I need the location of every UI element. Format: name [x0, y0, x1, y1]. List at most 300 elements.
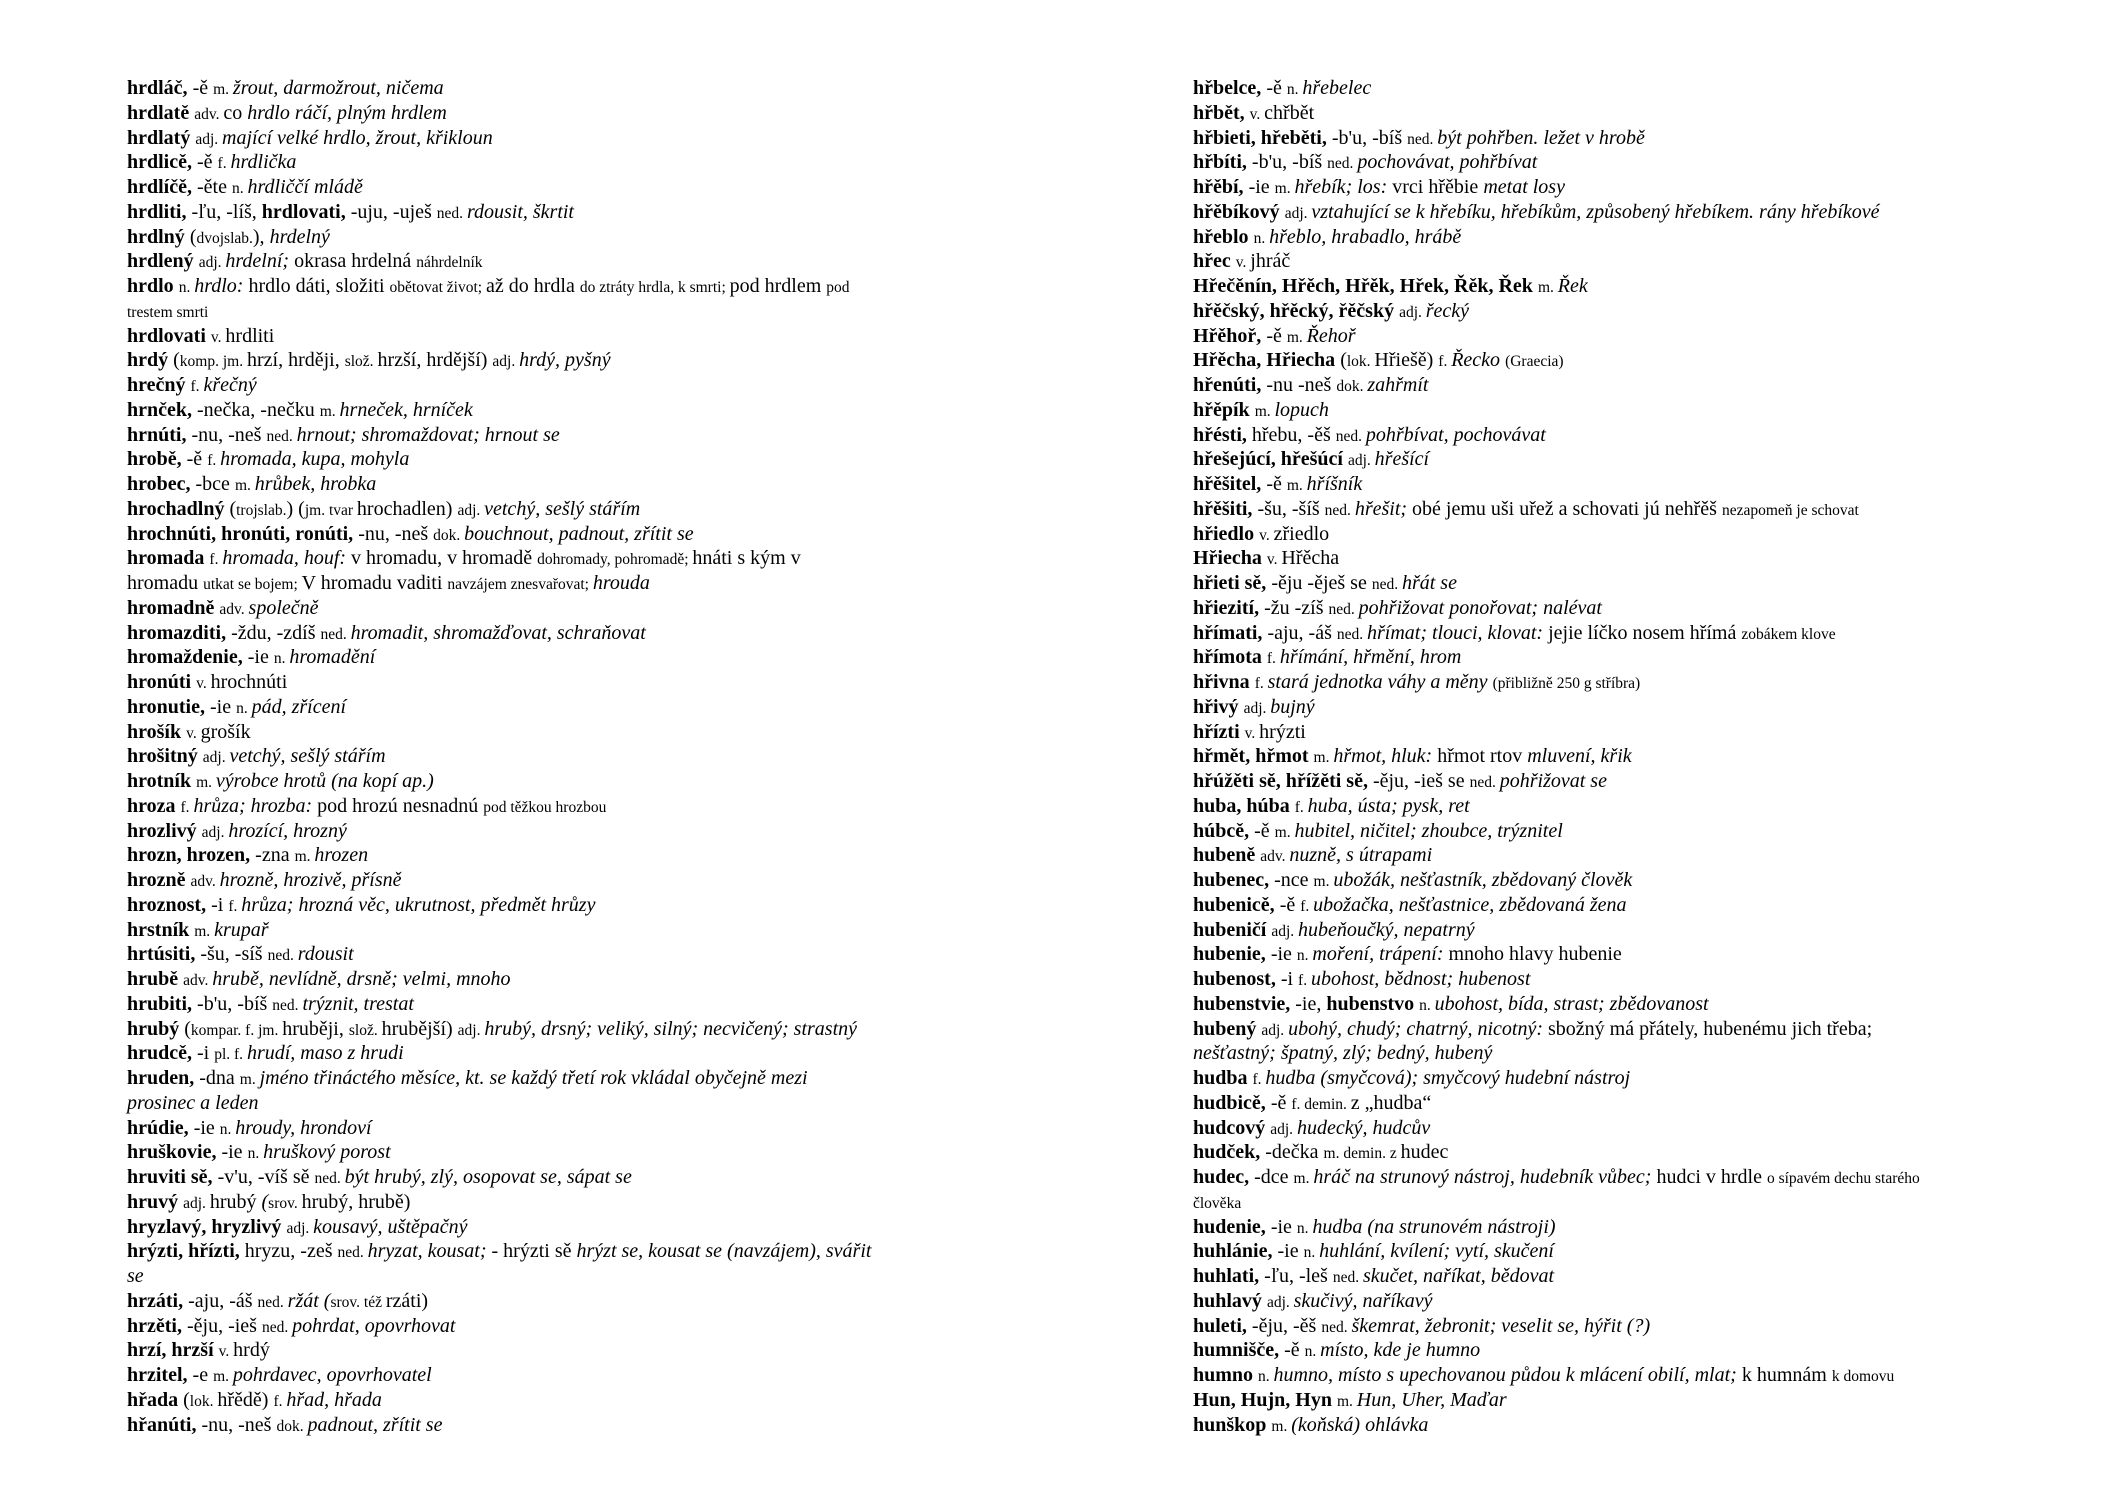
entry-text: hrzí, hrději,	[246, 349, 345, 372]
headword: hudbicě,	[1193, 1091, 1271, 1114]
headword: hrdláč,	[127, 77, 193, 99]
entry-text: rzáti)	[385, 1289, 429, 1312]
headword: hromada	[127, 547, 210, 570]
entry-text: sbožný má přátely, hubenému jich třeba;	[1547, 1017, 1873, 1040]
entry-text: hudec	[1400, 1141, 1449, 1164]
headword: hrochnúti, hronúti, ronúti,	[127, 522, 359, 545]
entry-text: V hromadu vaditi	[301, 572, 448, 594]
entry-text: -zna	[255, 844, 295, 867]
dictionary-line	[127, 1091, 1027, 1116]
dictionary-line	[1193, 571, 2093, 596]
meaning-text: hubeňoučký, nepatrný	[1298, 918, 1475, 941]
grammar-note: ned.	[1335, 427, 1366, 445]
grammar-note: f.	[1254, 675, 1268, 692]
headword: hřěčský, hřěcký, řěčský	[1193, 299, 1400, 322]
dictionary-line	[127, 299, 1027, 324]
entry-text: -ěju, -ěš	[1251, 1314, 1322, 1337]
meaning-text: hubitel, ničitel; zhoubce, trýznitel	[1294, 819, 1563, 842]
grammar-note: m.	[239, 1071, 260, 1088]
entry-text: -ěju, -ieš se	[1372, 770, 1470, 792]
entry-text: -ie	[1248, 176, 1275, 198]
grammar-note: ned.	[266, 427, 297, 445]
meaning-text: hrozen	[314, 844, 369, 867]
grammar-note: pod těžkou hrozbou	[483, 798, 607, 816]
headword: hrošitný	[127, 745, 203, 768]
meaning-text: (	[261, 1190, 269, 1213]
meaning-text: nešťastný; špatný, zlý; bedný, hubený	[1193, 1042, 1493, 1065]
entry-text: -ě	[1266, 77, 1287, 99]
grammar-note: m.	[1274, 180, 1295, 197]
meaning-text: hrnout; shromaždovat; hrnout se	[296, 423, 560, 446]
headword: hrochadlný	[127, 497, 230, 520]
meaning-text: mající velké hrdlo, žrout, křikloun	[222, 126, 493, 149]
dictionary-line	[127, 497, 1027, 522]
entry-text: -ie	[209, 695, 237, 718]
headword: hruden,	[127, 1067, 200, 1089]
dictionary-line	[127, 373, 1027, 398]
grammar-note: pl. f.	[214, 1046, 247, 1064]
grammar-note: ned.	[1469, 774, 1500, 791]
entry-text: hrochadlen)	[356, 497, 458, 520]
dictionary-line	[127, 423, 1027, 448]
grammar-note: trestem smrti	[127, 303, 209, 321]
headword: hromadně	[127, 596, 220, 619]
meaning-text: stará jednotka váhy a měny	[1267, 671, 1493, 693]
headword: hromazditi,	[127, 621, 232, 644]
entry-text: -b'u, -bíš	[1251, 151, 1328, 174]
grammar-note: slož.	[344, 353, 378, 371]
entry-text: hudci v hrdle	[1656, 1166, 1767, 1188]
headword: hrošík	[127, 720, 187, 743]
headword: hřěšiti,	[1193, 497, 1258, 520]
dictionary-line	[127, 1289, 1027, 1314]
headword: hřmět, hřmot	[1193, 745, 1314, 768]
dictionary-line	[127, 447, 1027, 472]
dictionary-line	[127, 1041, 1027, 1066]
entry-text: grošík	[200, 720, 251, 743]
headword: hronúti	[127, 671, 197, 693]
meaning-text: mluvení, křik	[1527, 745, 1632, 768]
grammar-note: m.	[213, 1368, 233, 1385]
headword: hrnúti,	[127, 423, 192, 446]
headword: hrubý	[127, 1017, 185, 1040]
grammar-note: adj.	[457, 501, 485, 519]
grammar-note: m.	[294, 848, 315, 866]
meaning-text: pohřbívat, pochovávat	[1365, 423, 1546, 446]
meaning-text: hudba (na strunovém nástroji)	[1312, 1215, 1556, 1238]
meaning-text: hroudy, hrondoví	[235, 1116, 372, 1139]
dictionary-line	[1193, 1165, 2093, 1190]
dictionary-line	[1193, 918, 2093, 943]
entry-text: (	[184, 1017, 191, 1040]
grammar-note: ned.	[257, 1293, 288, 1311]
dictionary-line	[1193, 249, 2093, 274]
entry-text: -ě	[186, 448, 208, 471]
grammar-note: m.	[1313, 749, 1334, 767]
dictionary-line	[1193, 1264, 2093, 1289]
grammar-note: m.	[319, 402, 340, 420]
entry-text: -b'u, -bíš	[1331, 126, 1408, 149]
entry-text: -ie	[1270, 1215, 1297, 1238]
meaning-text: výrobce hrotů (na kopí ap.)	[215, 770, 434, 792]
headword: hroznost,	[127, 893, 212, 916]
grammar-note: n.	[1253, 229, 1270, 247]
meaning-text: pohrdat, opovrhovat	[292, 1314, 456, 1337]
headword: hřbieti, hřeběti,	[1193, 126, 1332, 149]
headword: hřieti sě,	[1193, 572, 1272, 594]
grammar-note: dvojslab.	[196, 229, 253, 247]
meaning-text: hrdelný	[269, 225, 330, 248]
dictionary-line	[1193, 348, 2093, 373]
grammar-note: adj.	[1243, 699, 1271, 717]
dictionary-line	[1193, 472, 2093, 497]
dictionary-line	[127, 1017, 1027, 1042]
grammar-note: f.	[273, 1392, 287, 1410]
grammar-note: n.	[178, 279, 195, 296]
dictionary-line	[1193, 423, 2093, 448]
meaning-text: hřát se	[1401, 572, 1457, 594]
dictionary-line	[1193, 522, 2093, 547]
headword: hřímota	[1193, 646, 1267, 669]
dictionary-line	[127, 274, 1027, 299]
dictionary-line	[1193, 126, 2093, 151]
dictionary-line	[127, 1363, 1027, 1388]
grammar-note: n.	[1296, 1219, 1313, 1237]
grammar-note: f.	[1266, 650, 1280, 668]
grammar-note: ned.	[337, 1244, 368, 1262]
dictionary-line	[1193, 794, 2093, 819]
grammar-note: srov. též	[330, 1293, 386, 1311]
dictionary-line	[127, 1215, 1027, 1240]
dictionary-line	[127, 546, 1027, 571]
entry-text: -šu, -síš	[200, 943, 268, 966]
entry-text: obé jemu uši uřež a schovati jú nehřěš	[1412, 497, 1722, 520]
meaning-text: hrdý, pyšný	[519, 349, 611, 372]
headword: hrzáti,	[127, 1289, 189, 1312]
grammar-note: m.	[1271, 1417, 1292, 1435]
grammar-note: ned.	[1324, 501, 1355, 519]
entry-text: -ie,	[1295, 992, 1327, 1015]
meaning-text: nuzně, s útrapami	[1289, 844, 1433, 867]
grammar-note: adv.	[194, 105, 224, 123]
dictionary-line	[127, 967, 1027, 992]
meaning-text: hrdlička	[230, 151, 297, 174]
entry-text: -dečka	[1265, 1141, 1324, 1164]
entry-text: hrubější)	[381, 1017, 458, 1040]
grammar-note: ned.	[1327, 155, 1358, 173]
grammar-note: m.	[1293, 1170, 1314, 1187]
entry-text: až do hrdla	[485, 275, 580, 297]
entry-text: -dce	[1254, 1166, 1294, 1188]
headword: hrdlatě	[127, 101, 195, 124]
dictionary-line	[127, 472, 1027, 497]
entry-text: -aju, -áš	[1267, 621, 1337, 644]
grammar-note: ned.	[436, 204, 467, 222]
dictionary-line	[127, 1116, 1027, 1141]
grammar-note: v.	[210, 328, 226, 346]
entry-text: -dna	[199, 1067, 240, 1089]
headword: hryzlavý, hryzlivý	[127, 1215, 287, 1238]
dictionary-line	[1193, 76, 2093, 101]
meaning-text: hrubý, drsný; veliký, silný; necvičený; strastný	[484, 1017, 857, 1040]
entry-text: -ě	[192, 77, 214, 99]
meaning-text: společně	[248, 596, 319, 619]
grammar-note: f.	[207, 452, 221, 470]
meaning-text: hrdliččí mládě	[247, 176, 363, 198]
entry-text: okrasa hrdelná	[294, 250, 417, 273]
entry-text: jhráč	[1250, 250, 1291, 273]
meaning-text: hrůza; hrozná věc, ukrutnost, předmět hrůzy	[241, 893, 596, 916]
grammar-note: v.	[1259, 526, 1274, 544]
headword: hubeničí	[1193, 918, 1272, 941]
headword: huhlavý	[1193, 1289, 1267, 1312]
dictionary-line	[127, 225, 1027, 250]
headword: hrdlovati,	[261, 200, 351, 223]
dictionary-line	[127, 794, 1027, 819]
dictionary-line	[1193, 621, 2093, 646]
meaning-text: hřeblo, hrabadlo, hrábě	[1269, 225, 1462, 248]
entry-text: chřbět	[1264, 101, 1315, 124]
headword: hrzitel,	[127, 1364, 193, 1386]
dictionary-line	[127, 893, 1027, 918]
headword: hřešejúcí, hřešúcí	[1193, 448, 1348, 471]
entry-text: -ěte	[197, 176, 232, 198]
grammar-note: ned.	[314, 1170, 345, 1187]
dictionary-line	[1193, 843, 2093, 868]
meaning-text: skučivý, naříkavý	[1293, 1289, 1433, 1312]
entry-text: zřiedlo	[1273, 522, 1330, 545]
grammar-note: n.	[219, 1120, 236, 1138]
meaning-text: hrýzt se, kousat se (navzájem), svářit	[576, 1240, 872, 1263]
entry-text: -i	[211, 893, 229, 916]
meaning-text: hrneček, hrníček	[339, 398, 473, 421]
headword: hromaždenie,	[127, 646, 248, 669]
headword: hrozně	[127, 869, 191, 891]
entry-text: hrubý, hrubě)	[301, 1190, 411, 1213]
meaning-text: křečný	[203, 374, 257, 396]
entry-text: -nu, -neš	[201, 1413, 277, 1436]
meaning-text: hrůza; hrozba:	[193, 794, 318, 817]
entry-text: -bce	[195, 473, 235, 495]
entry-text: -ě	[1266, 473, 1287, 495]
dictionary-line	[1193, 1388, 2093, 1413]
dictionary-line	[127, 1338, 1027, 1363]
grammar-note: (přibližně 250 g stříbra)	[1492, 675, 1641, 692]
headword: hruškovie,	[127, 1141, 222, 1164]
dictionary-line	[1193, 398, 2093, 423]
dictionary-line	[1193, 819, 2093, 844]
dictionary-line	[1193, 670, 2093, 695]
meaning-text: hřímat; tlouci, klovat:	[1367, 621, 1549, 644]
entry-text: -ě	[1254, 819, 1275, 842]
meaning-text: hromadit, shromažďovat, schraňovat	[350, 621, 646, 644]
dictionary-line	[127, 1066, 1027, 1091]
dictionary-line	[1193, 695, 2093, 720]
dictionary-line	[1193, 1413, 2093, 1438]
entry-text: -e	[192, 1364, 214, 1386]
grammar-note: dok.	[1336, 378, 1368, 395]
headword: hřiezití,	[1193, 596, 1265, 619]
grammar-note: zobákem klove	[1741, 625, 1836, 643]
entry-text: -ě	[1270, 1091, 1292, 1114]
dictionary-line	[127, 1165, 1027, 1190]
entry-text: -ě	[197, 151, 218, 174]
grammar-note: dok.	[276, 1417, 308, 1435]
grammar-note: f.	[1300, 897, 1314, 915]
grammar-note: m.	[1286, 328, 1307, 346]
entry-text: v hromadu, v hromadě	[351, 547, 538, 570]
headword: hrdý	[127, 349, 174, 372]
dictionary-line	[1193, 1363, 2093, 1388]
grammar-note: f.	[1298, 972, 1311, 989]
grammar-note: f.	[1438, 353, 1452, 371]
headword: Hun, Hujn, Hyn	[1193, 1388, 1337, 1411]
grammar-note: adj.	[1284, 204, 1312, 222]
entry-text: -ždu, -zdíš	[231, 621, 321, 644]
grammar-note: komp. jm.	[179, 353, 247, 371]
headword: hubenicě,	[1193, 893, 1280, 916]
entry-text: hromadu	[127, 572, 204, 594]
entry-text: (	[189, 225, 197, 248]
meaning-text: Řehoř	[1306, 324, 1356, 347]
grammar-note: m.	[1286, 477, 1307, 494]
entry-text: - hrýzti sě	[491, 1240, 577, 1263]
dictionary-line	[1193, 1215, 2093, 1240]
entry-text: -nečka, -nečku	[197, 398, 320, 421]
meaning-text: pohřižovat ponořovat; nalévat	[1358, 596, 1602, 619]
grammar-note: adv.	[219, 600, 249, 618]
dictionary-line	[127, 720, 1027, 745]
dictionary-line	[1193, 200, 2093, 225]
grammar-note: adj.	[1270, 1120, 1297, 1138]
meaning-text: hruškový porost	[263, 1141, 391, 1164]
grammar-note: n.	[1304, 1343, 1321, 1361]
headword: hubenie,	[1193, 943, 1271, 966]
grammar-note: ned.	[1371, 576, 1402, 593]
grammar-note: n.	[1258, 1368, 1274, 1385]
entry-text: -nce	[1274, 869, 1314, 891]
meaning-text: pochovávat, pohřbívat	[1357, 151, 1538, 174]
entry-text: hrzší, hrdější)	[377, 349, 493, 372]
dictionary-line	[1193, 175, 2093, 200]
dictionary-line	[127, 126, 1027, 151]
grammar-note: srov.	[268, 1194, 302, 1212]
headword: huleti,	[1193, 1314, 1252, 1337]
meaning-text: lopuch	[1274, 398, 1329, 421]
meaning-text: škemrat, žebronit; veselit se, hýřit (?)	[1351, 1314, 1651, 1337]
meaning-text: ržát (	[287, 1289, 331, 1312]
dictionary-line	[127, 76, 1027, 101]
entry-text: ),	[252, 225, 270, 248]
headword: hřbelce,	[1193, 77, 1267, 99]
dictionary-line	[1193, 1041, 2093, 1066]
grammar-note: pod	[826, 279, 850, 296]
meaning-text: zahřmít	[1367, 374, 1429, 396]
meaning-text: hrozící, hrozný	[228, 819, 347, 842]
meaning-text: pád, zřícení	[251, 695, 347, 718]
meaning-text: prosinec a leden	[127, 1091, 259, 1114]
meaning-text: hrdlo ráčí, plným hrdlem	[247, 101, 447, 124]
headword: huba, húba	[1193, 794, 1295, 817]
meaning-text: ubožačka, nešťastnice, zbědovaná žena	[1313, 893, 1627, 916]
headword: hubeně	[1193, 844, 1261, 867]
entry-text: Hřiešě)	[1374, 349, 1439, 372]
headword: hrdlený	[127, 250, 199, 273]
entry-text: hrdliti	[225, 324, 275, 347]
dictionary-line	[1193, 720, 2093, 745]
dictionary-line	[127, 596, 1027, 621]
headword: humno	[1193, 1364, 1259, 1386]
headword: hunškop	[1193, 1413, 1272, 1436]
grammar-note: adj.	[1261, 1021, 1289, 1039]
dictionary-line	[127, 918, 1027, 943]
headword: hrúdie,	[127, 1116, 194, 1139]
headword: hřbíti,	[1193, 151, 1252, 174]
dictionary-line	[127, 819, 1027, 844]
meaning-text: moření, trápení:	[1312, 943, 1449, 966]
grammar-note: m. demin.	[1323, 1145, 1390, 1163]
entry-text: (	[173, 349, 180, 372]
dictionary-line	[127, 1190, 1027, 1215]
grammar-note: dok.	[433, 526, 465, 544]
dictionary-line	[127, 868, 1027, 893]
dictionary-line	[1193, 1190, 2093, 1215]
headword: hudček,	[1193, 1141, 1266, 1164]
headword: hrobec,	[127, 473, 196, 495]
entry-text: (	[229, 497, 237, 520]
meaning-text: krupař	[214, 918, 269, 941]
meaning-text: ubohý, chudý; chatrný, nicotný:	[1288, 1017, 1548, 1040]
grammar-note: jm. tvar	[304, 501, 357, 519]
left-column	[127, 76, 1027, 1437]
entry-text: -ie	[247, 646, 274, 669]
meaning-text: hromada, houf:	[222, 547, 352, 570]
entry-text: hrdý	[233, 1339, 270, 1362]
headword: hruviti sě,	[127, 1166, 218, 1188]
grammar-note: trojslab.	[236, 501, 287, 519]
grammar-note: v.	[1235, 254, 1251, 272]
headword: hrdlný	[127, 225, 190, 248]
headword: hubenost,	[1193, 968, 1281, 990]
dictionary-line	[1193, 101, 2093, 126]
dictionary-line	[127, 1140, 1027, 1165]
headword: humnišče,	[1193, 1339, 1285, 1362]
grammar-note: n.	[273, 650, 290, 668]
meaning-text: hřmot, hluk:	[1333, 745, 1438, 768]
grammar-note: do ztráty hrdla, k smrti;	[579, 279, 730, 296]
headword: hudec,	[1193, 1166, 1255, 1188]
grammar-note: člověka	[1193, 1194, 1242, 1212]
dictionary-line	[1193, 1091, 2093, 1116]
dictionary-line	[127, 101, 1027, 126]
grammar-note: lok.	[1346, 353, 1375, 371]
dictionary-line	[127, 769, 1027, 794]
entry-text: vrci hřěbie	[1392, 176, 1484, 198]
headword: hrdlicě,	[127, 151, 197, 174]
grammar-note: utkat se bojem;	[203, 576, 302, 593]
headword: hřěbí,	[1193, 176, 1249, 198]
meaning-text: řecký	[1425, 299, 1470, 322]
dictionary-line	[127, 348, 1027, 373]
headword: hřěšitel,	[1193, 473, 1267, 495]
entry-text: pod hrdlem	[729, 275, 827, 297]
grammar-note: adj.	[198, 254, 226, 272]
entry-text: hrýzti	[1259, 720, 1306, 743]
dictionary-line	[127, 992, 1027, 1017]
entry-text: -aju, -áš	[188, 1289, 258, 1312]
grammar-note: adj.	[195, 130, 223, 148]
entry-text: hřebu, -ěš	[1251, 423, 1336, 446]
